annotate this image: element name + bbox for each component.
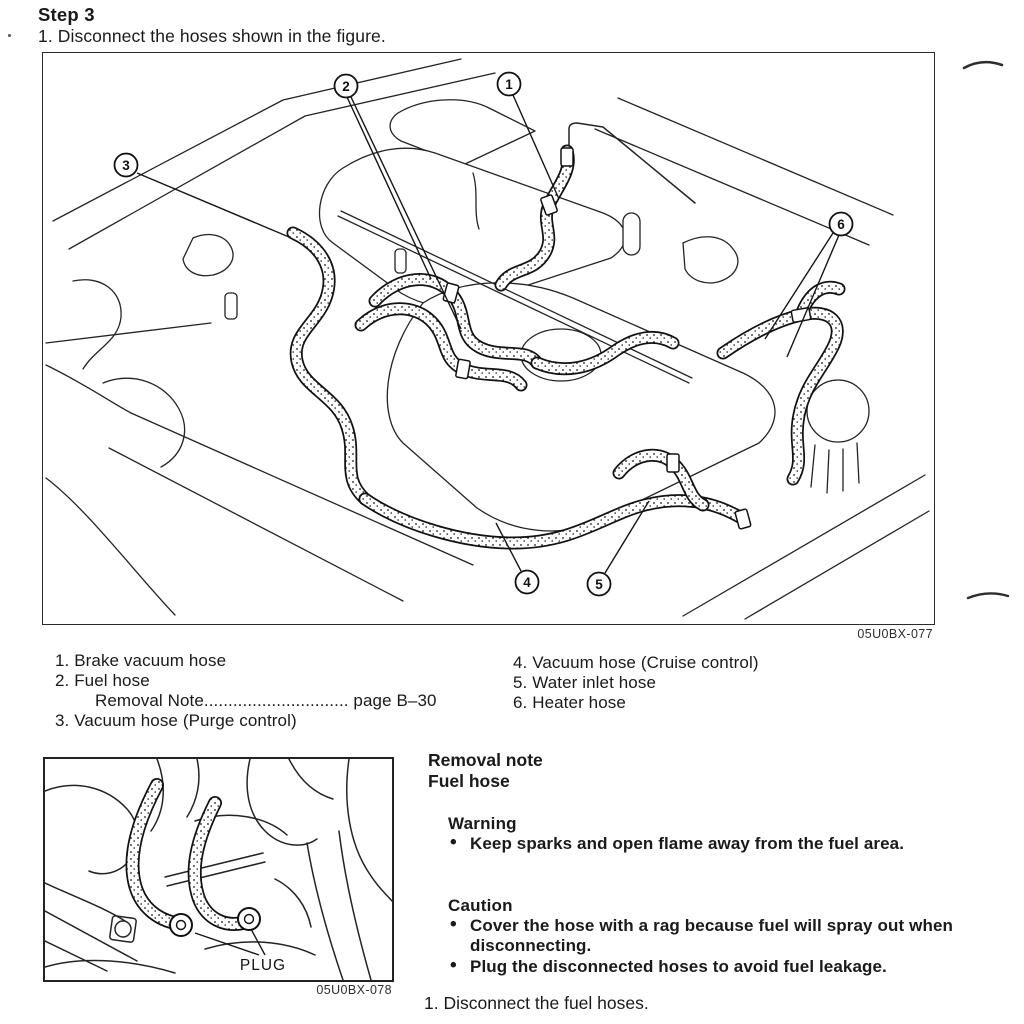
hose-vacuum-purge bbox=[293, 233, 365, 499]
main-figure-frame bbox=[42, 52, 935, 625]
legend-item-1: 1. Brake vacuum hose bbox=[55, 651, 227, 670]
callout-4-label: 4 bbox=[523, 575, 531, 590]
callout-5-label: 5 bbox=[595, 577, 603, 592]
figure-code-small: 05U0BX-078 bbox=[316, 983, 392, 997]
legend-item-3: 3. Vacuum hose (Purge control) bbox=[55, 711, 297, 730]
removal-note-subtitle: Fuel hose bbox=[428, 771, 510, 791]
plugged-hoses bbox=[132, 785, 243, 924]
plug-figure-frame bbox=[43, 757, 394, 982]
caution-list bbox=[448, 916, 953, 978]
legend-item-4: 4. Vacuum hose (Cruise control) bbox=[513, 653, 759, 672]
callout-4 bbox=[516, 571, 539, 594]
plug-figure-outline bbox=[45, 759, 392, 980]
step-title: Step 3 bbox=[38, 4, 95, 25]
warning-title: Warning bbox=[448, 814, 517, 833]
figure-code-main: 05U0BX-077 bbox=[857, 627, 933, 641]
warning-list bbox=[448, 834, 953, 855]
legend-item-5: 5. Water inlet hose bbox=[513, 673, 657, 692]
callout-6-label: 6 bbox=[837, 217, 845, 232]
engine-bay-diagram bbox=[43, 53, 934, 624]
legend-item-6: 6. Heater hose bbox=[513, 693, 626, 712]
engine-outline bbox=[46, 59, 929, 619]
callout-6 bbox=[830, 213, 853, 236]
callout-1 bbox=[498, 73, 521, 96]
callout-3 bbox=[115, 154, 138, 177]
scan-artifact-top bbox=[962, 56, 1004, 72]
step-instruction: 1. Disconnect the hoses shown in the figure. bbox=[38, 26, 386, 46]
removal-note-title: Removal note bbox=[428, 750, 543, 770]
plug-figure-diagram bbox=[45, 759, 392, 980]
legend-item-2-removal-ref: Removal Note.............................. page B–30 bbox=[95, 691, 437, 710]
legend-item-2: 2. Fuel hose bbox=[55, 671, 150, 690]
caution-title: Caution bbox=[448, 896, 513, 915]
plug-label: PLUG bbox=[239, 957, 287, 974]
callout-5 bbox=[588, 573, 611, 596]
final-step-instruction: 1. Disconnect the fuel hoses. bbox=[424, 993, 649, 1013]
scan-speck bbox=[8, 34, 11, 37]
caution-item: • Cover the hose with a rag because fuel will spray out when disconnecting. bbox=[448, 916, 953, 956]
callout-2-label: 2 bbox=[342, 79, 350, 94]
scan-artifact-mid bbox=[966, 588, 1010, 602]
callout-3-label: 3 bbox=[122, 158, 130, 173]
callout-1-label: 1 bbox=[505, 77, 513, 92]
callout-2 bbox=[335, 75, 358, 98]
caution-item: • Plug the disconnected hoses to avoid fuel leakage. bbox=[448, 957, 953, 977]
warning-item: • Keep sparks and open flame away from the fuel area. bbox=[448, 834, 953, 854]
